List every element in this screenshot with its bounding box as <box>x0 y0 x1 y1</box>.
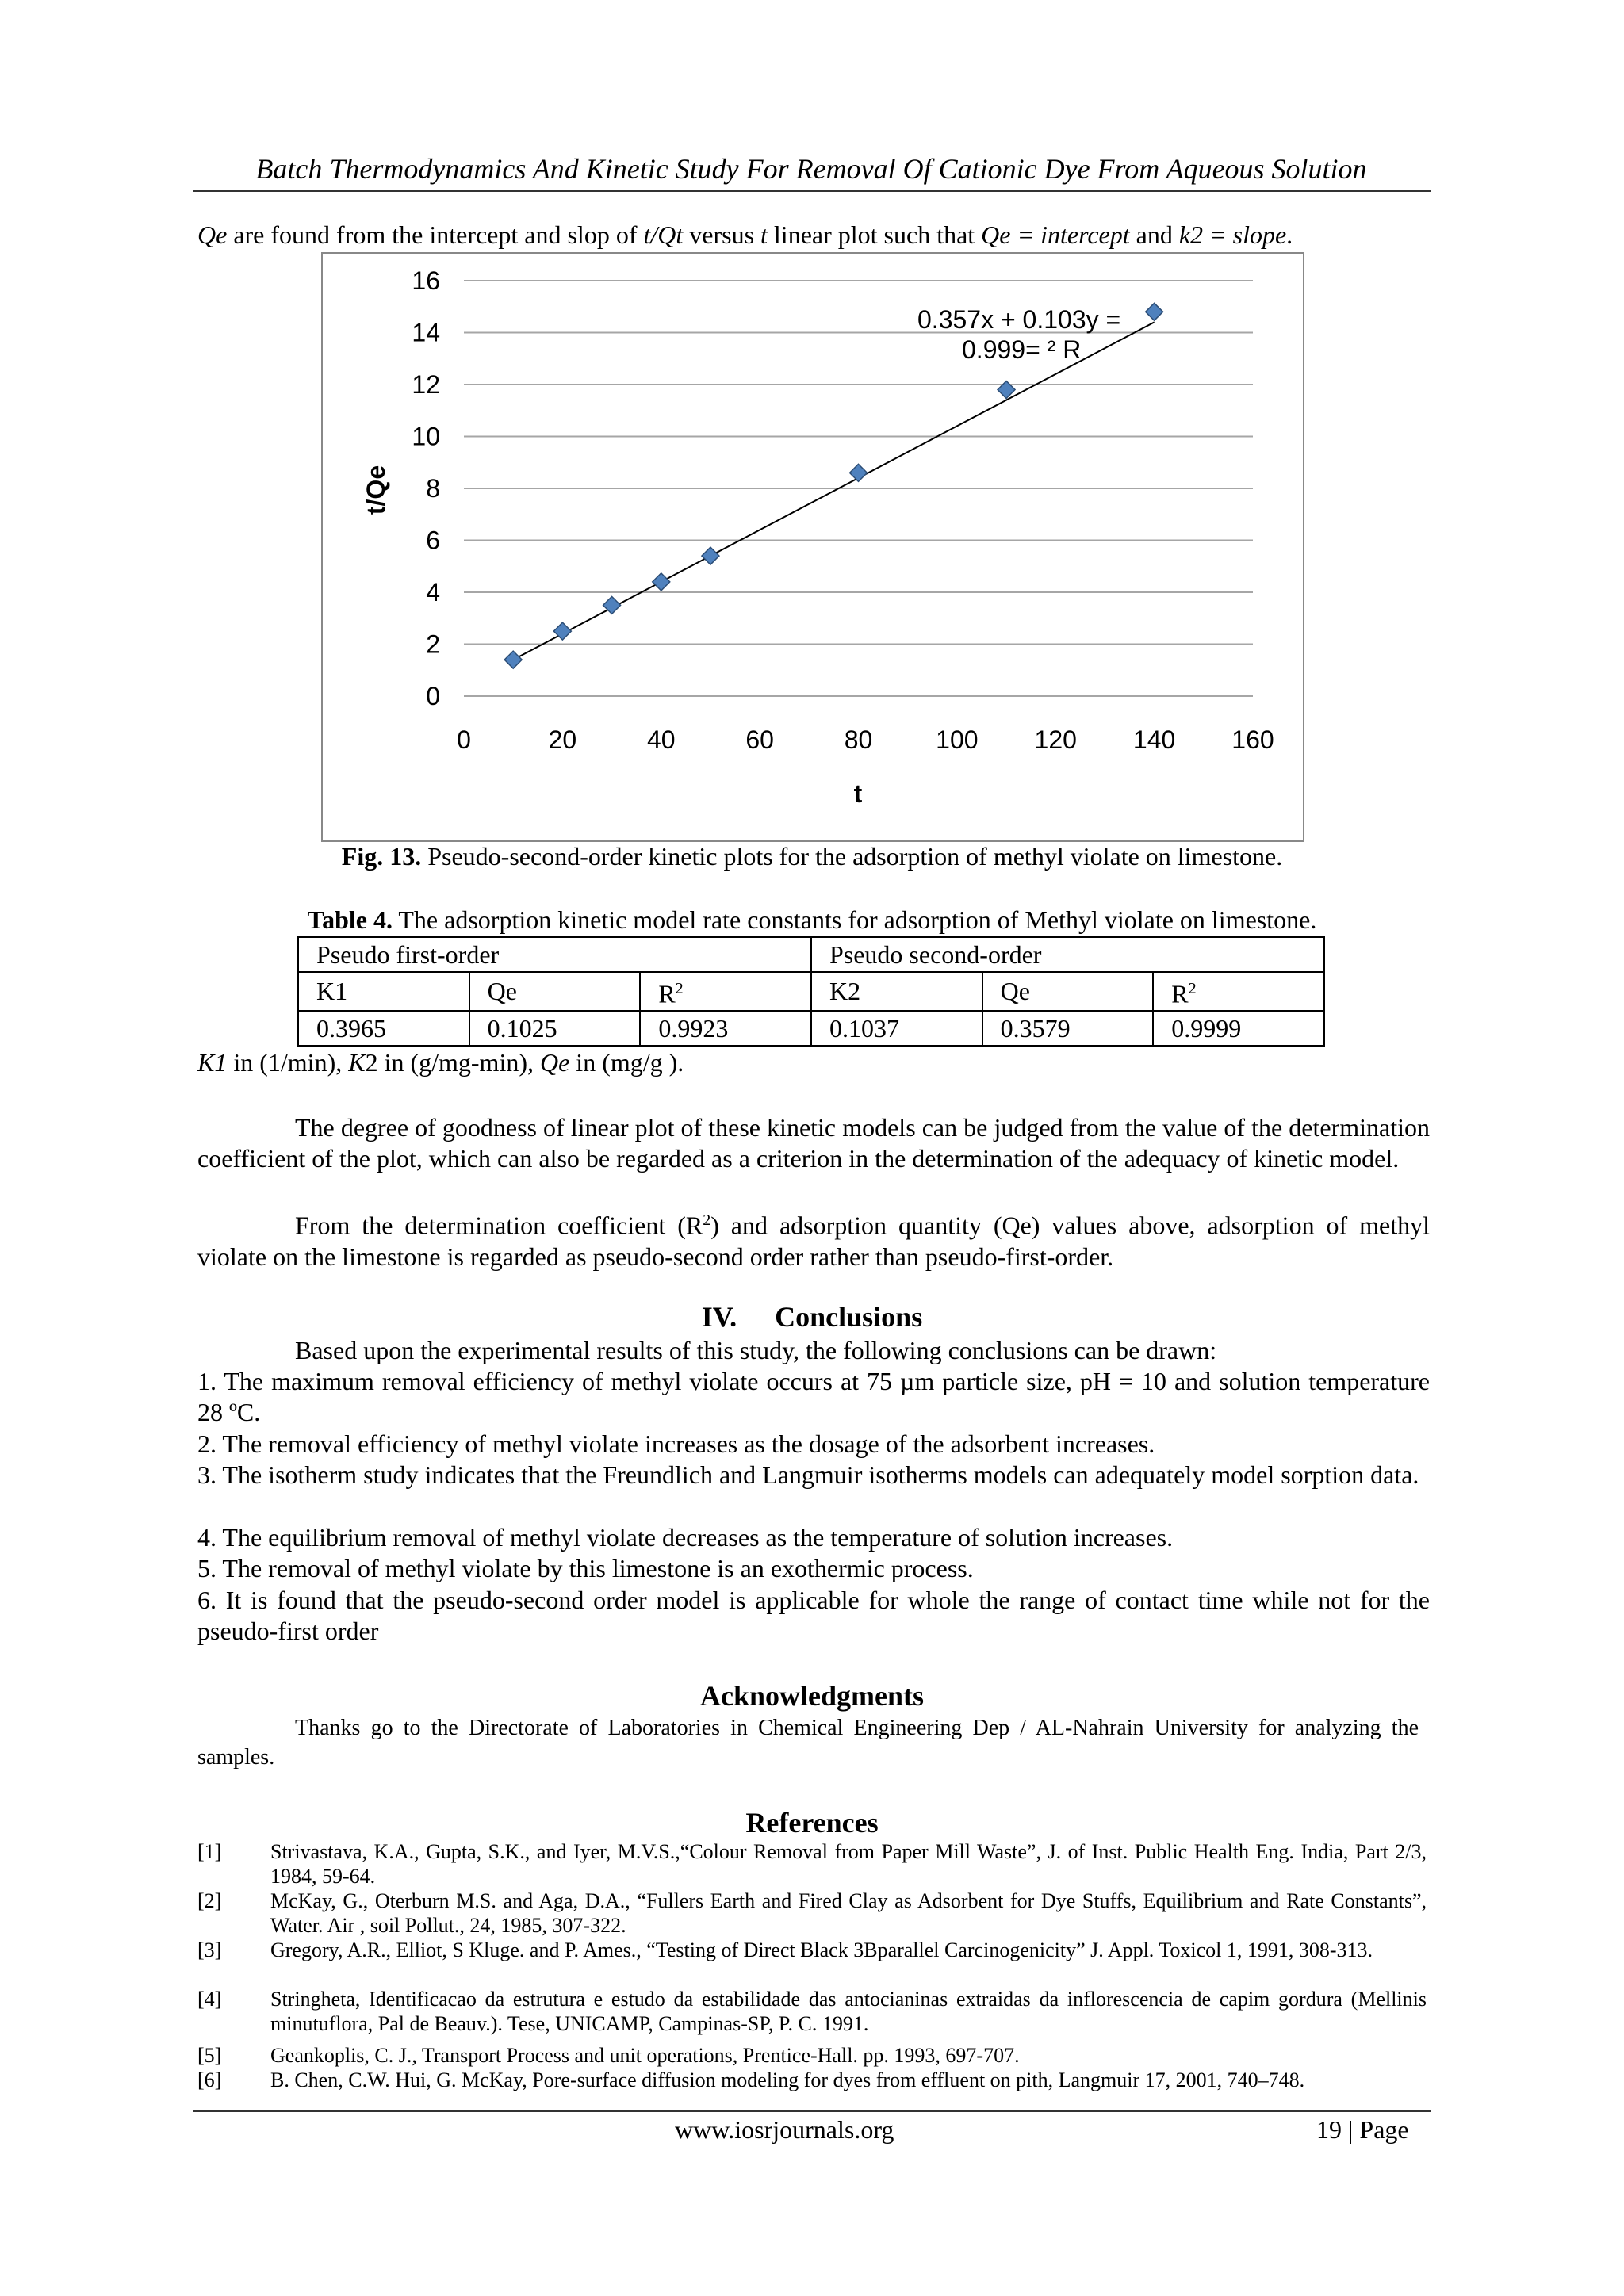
reference-item <box>197 1888 1431 1938</box>
data-point <box>653 573 670 591</box>
value-r2-2: 0.9999 <box>1153 1011 1324 1046</box>
reference-text: Strivastava, K.A., Gupta, S.K., and Iyer, M.V.S.,“Colour Removal from Paper Mill Waste”, J. of Inst. Public Health Eng. India, Part 2/3, 1984, 59-64. <box>270 1840 1427 1888</box>
conclusions-number: IV. <box>701 1301 737 1333</box>
value-k1: 0.3965 <box>298 1011 469 1046</box>
units-k2: K <box>348 1048 366 1077</box>
x-axis-label: t <box>853 779 863 808</box>
intro-t-over-qt: t/Qt <box>643 220 684 249</box>
reference-text: B. Chen, C.W. Hui, G. McKay, Pore-surface diffusion modeling for dyes from effluent on pith, Langmuir 17, 2001, 740–748. <box>270 2068 1305 2091</box>
table-caption <box>193 905 1431 935</box>
y-tick-label: 14 <box>412 318 440 347</box>
intro-text-1: are found from the intercept and slop of <box>227 220 644 249</box>
reference-number: [6] <box>197 2068 222 2091</box>
references-heading: References <box>745 1807 879 1839</box>
running-header-title: Batch Thermodynamics And Kinetic Study For Removal Of Cationic Dye From Aqueous Solution <box>255 153 1367 185</box>
paragraph-determination-sup: 2 <box>703 1211 711 1229</box>
acknowledgments-text: Thanks go to the Directorate of Laboratories in Chemical Engineering Dep / AL-Nahrain University for analyzing the samples. <box>197 1716 1419 1770</box>
x-tick-label: 80 <box>844 725 873 754</box>
header-rule <box>193 190 1431 192</box>
x-tick-labels <box>457 725 1274 754</box>
units-qe-unit: in (mg/g ). <box>569 1048 684 1077</box>
x-tick-label: 100 <box>936 725 979 754</box>
x-tick-label: 140 <box>1132 725 1176 754</box>
intro-sentence <box>197 220 1434 250</box>
x-tick-label: 160 <box>1231 725 1274 754</box>
figure-label: Fig. 13. <box>341 842 422 871</box>
header-qe-1: Qe <box>469 972 641 1011</box>
units-qe: Qe <box>539 1048 570 1077</box>
reference-number: [5] <box>197 2044 222 2067</box>
group-second-order: Pseudo second-order <box>811 937 1324 972</box>
group-first-order: Pseudo first-order <box>298 937 811 972</box>
paragraph-determination <box>197 1205 1430 1272</box>
header-r-1: R <box>658 979 676 1008</box>
reference-text: McKay, G., Oterburn M.S. and Aga, D.A., “Fullers Earth and Fired Clay as Adsorbent for Dye Stuffs, Equilibrium and Rate Constants”, Water. Air , soil Pollut., 24, 1985, 307-322. <box>270 1889 1427 1937</box>
conclusion-item-4: 4. The equilibrium removal of methyl violate decreases as the temperature of solution increases. <box>197 1523 1174 1552</box>
x-tick-label: 120 <box>1034 725 1077 754</box>
conclusion-item-1: 1. The maximum removal efficiency of methyl violate occurs at 75 µm particle size, pH = 10 and solution temperature 28 ºC. <box>197 1367 1430 1426</box>
units-k1-unit: in (1/min), <box>227 1048 349 1077</box>
intro-text-4: and <box>1129 220 1179 249</box>
data-point <box>1146 303 1163 320</box>
y-tick-label: 4 <box>426 578 440 607</box>
x-tick-label: 0 <box>457 725 471 754</box>
paragraph-determination-b: ) and adsorption quantity (Qe) values above, adsorption of methyl violate on the limestone is regarded as pseudo-second order rather than pseudo-first-order. <box>197 1211 1430 1271</box>
chart-grid <box>464 281 1253 696</box>
table-caption-text: The adsorption kinetic model rate constants for adsorption of Methyl violate on limestone. <box>392 905 1317 934</box>
table-label: Table 4. <box>307 905 393 934</box>
conclusion-item-5: 5. The removal of methyl violate by this limestone is an exothermic process. <box>197 1554 974 1582</box>
reference-item <box>197 1938 1431 1987</box>
header-r-2: R <box>1171 979 1189 1008</box>
conclusion-item-6: 6. It is found that the pseudo-second order model is applicable for whole the range of contact time while not for the pseudo-first order <box>197 1586 1430 1645</box>
y-tick-label: 10 <box>412 422 440 451</box>
y-tick-label: 2 <box>426 629 440 659</box>
paragraph-determination-a: From the determination coefficient (R <box>295 1211 703 1240</box>
paragraph-goodness: The degree of goodness of linear plot of these kinetic models can be judged from the value of the determination coefficient of the plot, which can also be regarded as a criterion in the determination of the adequacy of kinetic model. <box>197 1113 1430 1173</box>
y-axis-label: t/Qe <box>362 465 390 515</box>
footer-page-number: 19 | Page <box>1316 2115 1409 2144</box>
data-point <box>702 547 719 564</box>
intro-qe-eq: Qe = intercept <box>981 220 1130 249</box>
reference-item <box>197 2068 1431 2092</box>
figure-caption-text: Pseudo-second-order kinetic plots for the adsorption of methyl violate on limestone. <box>421 842 1283 871</box>
intro-text-5: . <box>1286 220 1293 249</box>
reference-item <box>197 1987 1431 2036</box>
reference-item <box>197 2043 1431 2068</box>
value-k2: 0.1037 <box>811 1011 982 1046</box>
value-r2-1: 0.9923 <box>640 1011 811 1046</box>
kinetic-constants-table <box>297 936 1325 1047</box>
reference-text: Geankoplis, C. J., Transport Process and unit operations, Prentice-Hall. pp. 1993, 697-707. <box>270 2044 1020 2067</box>
reference-text: Stringheta, Identificacao da estrutura e estudo da estabilidade das antocianinas extraidas da inflorescencia de capim gordura (Mellinis minutuflora, Pal de Beauv.). Tese, UNICAMP, Campinas-SP, P. C. 1991. <box>270 1988 1427 2035</box>
y-tick-label: 0 <box>426 682 440 710</box>
header-r2-1 <box>640 972 811 1011</box>
reference-number: [3] <box>197 1938 222 1961</box>
header-k2: K2 <box>811 972 982 1011</box>
intro-text-3: linear plot such that <box>767 220 982 249</box>
conclusions-heading <box>193 1300 1431 1334</box>
data-point <box>850 464 868 481</box>
units-k1: K1 <box>197 1048 228 1077</box>
table-group-row <box>298 937 1324 972</box>
header-r-sup-2: 2 <box>1188 980 1197 997</box>
value-qe-2: 0.3579 <box>982 1011 1154 1046</box>
conclusions-intro: Based upon the experimental results of this study, the following conclusions can be drawn: <box>295 1336 1217 1364</box>
intro-text-2: versus <box>683 220 761 249</box>
acknowledgments-heading: Acknowledgments <box>699 1680 924 1712</box>
header-r-sup-1: 2 <box>675 980 684 997</box>
units-k2-unit: 2 in (g/mg-min), <box>365 1048 540 1077</box>
value-qe-1: 0.1025 <box>469 1011 641 1046</box>
intro-qe: Qe <box>197 220 228 249</box>
table-row <box>298 1011 1324 1046</box>
conclusion-item-3: 3. The isotherm study indicates that the Freundlich and Langmuir isotherms models can adequately model sorption data. <box>197 1460 1419 1489</box>
reference-text: Gregory, A.R., Elliot, S Kluge. and P. Ames., “Testing of Direct Black 3Bparallel Carcinogenicity” J. Appl. Toxicol 1, 1991, 308-313. <box>270 1938 1373 1961</box>
header-r2-2 <box>1153 972 1324 1011</box>
reference-number: [1] <box>197 1840 222 1863</box>
data-point <box>998 381 1015 399</box>
y-tick-label: 16 <box>412 266 440 295</box>
intro-k2-eq: k2 = slope <box>1178 220 1287 249</box>
units-note <box>197 1048 684 1077</box>
trend-equation-line1: 0.357x + 0.103y = <box>917 305 1121 334</box>
conclusion-item-2: 2. The removal efficiency of methyl violate increases as the dosage of the adsorbent increases. <box>197 1429 1155 1458</box>
y-tick-label: 12 <box>412 370 440 399</box>
x-tick-label: 40 <box>646 725 676 754</box>
reference-number: [2] <box>197 1889 222 1912</box>
x-tick-label: 60 <box>745 725 774 754</box>
footer-url: www.iosrjournals.org <box>675 2115 894 2144</box>
y-tick-label: 8 <box>426 474 440 503</box>
trend-equation-line2: 0.999= ² R <box>962 335 1082 364</box>
table-header-row <box>298 972 1324 1011</box>
kinetic-scatter-chart <box>321 252 1304 842</box>
data-point <box>504 651 522 668</box>
figure-caption <box>193 842 1431 871</box>
footer-rule <box>193 2110 1431 2112</box>
y-tick-labels <box>412 266 440 710</box>
conclusions-title: Conclusions <box>775 1301 923 1333</box>
reference-item <box>197 1839 1431 1888</box>
x-tick-label: 20 <box>548 725 577 754</box>
intro-t: t <box>760 220 768 249</box>
y-tick-label: 6 <box>426 526 440 555</box>
header-k1: K1 <box>298 972 469 1011</box>
header-qe-2: Qe <box>982 972 1154 1011</box>
reference-number: [4] <box>197 1988 222 2011</box>
